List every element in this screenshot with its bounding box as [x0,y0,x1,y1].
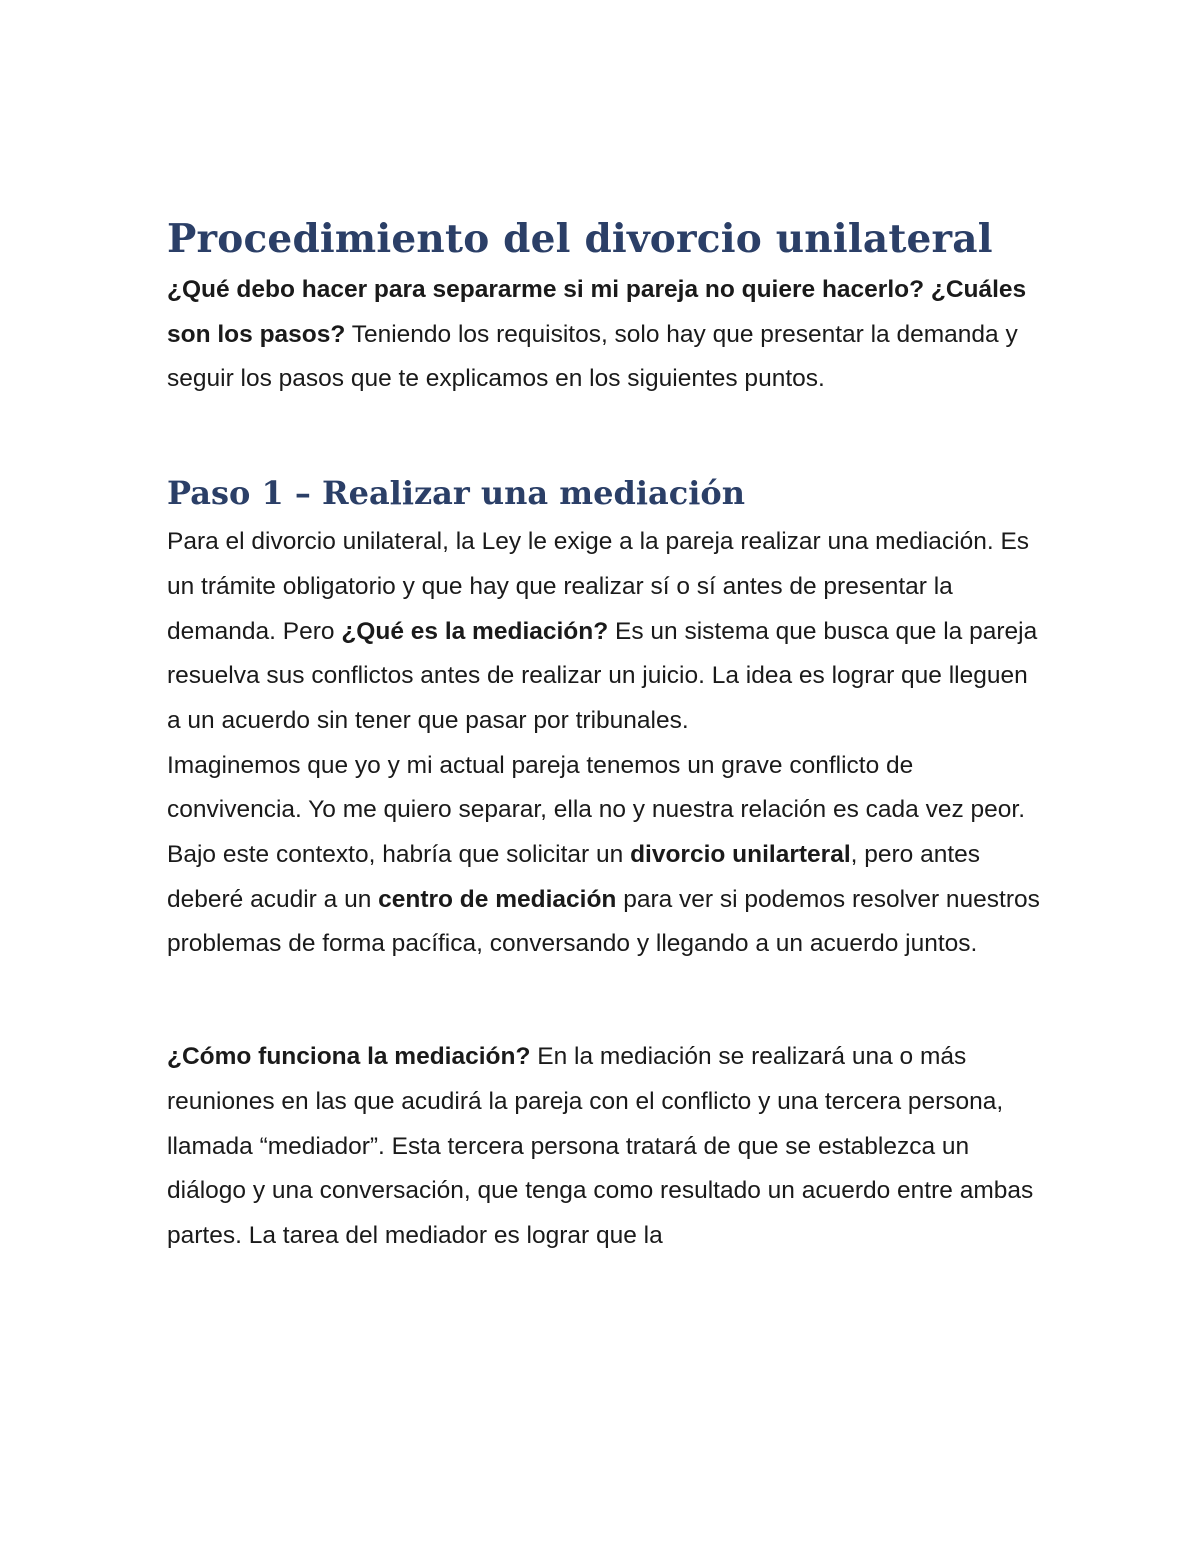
document-body [167,208,1047,1259]
how-mediation-works: ¿Cómo funciona la mediación? [167,1043,531,1071]
bold-centro-mediacion: centro de mediación [378,885,617,913]
intro-paragraph [167,268,1047,402]
intro-text: Teniendo los requisitos, solo hay que presentar la demanda y seguir los pasos que te explicamos en los siguientes puntos. [167,320,1018,393]
intro-question: ¿Qué debo hacer para separarme si mi pareja no quiere hacerlo? ¿Cuáles son los pasos? [167,276,1027,348]
bold-divorcio-unilateral: divorcio unilarteral [630,841,851,869]
mediation-question: ¿Qué es la mediación? [341,617,609,645]
step1-heading: Paso 1 – Realizar una mediación [167,474,746,513]
step1-paragraph-2: Imaginemos que yo y mi actual pareja tenemos un grave conflicto de convivencia. Yo me quiero separar, ella no y nuestra relación es cada vez peor. Bajo este contexto, habría que solicitar un divorcio unilarteral, pero antes deberé acudir a un centro de mediación para ver si podemos resolver nuestros problemas de forma pacífica, conversando y llegando a un acuerdo juntos. [167,751,1040,958]
step1-paragraph-3: ¿Cómo funciona la mediación? En la mediación se realizará una o más reuniones en las que acudirá la pareja con el conflicto y una tercera persona, llamada “mediador”. Esta tercera persona tratará de que se establezca un diálogo y una conversación, que tenga como resultado un acuerdo entre ambas partes. La tarea del mediador es lograr que la [167,1043,1034,1249]
step1-paragraph-1: Para el divorcio unilateral, la Ley le exige a la pareja realizar una mediación. Es un trámite obligatorio y que hay que realizar sí o sí antes de presentar la demanda. Pero ¿Qué es la mediación? Es un sistema que busca que la pareja resuelva sus conflictos antes de realizar un juicio. La idea es lograr que lleguen a un acuerdo sin tener que pasar por tribunales. [167,528,1038,734]
document-title: Procedimiento del divorcio unilateral [167,216,993,262]
